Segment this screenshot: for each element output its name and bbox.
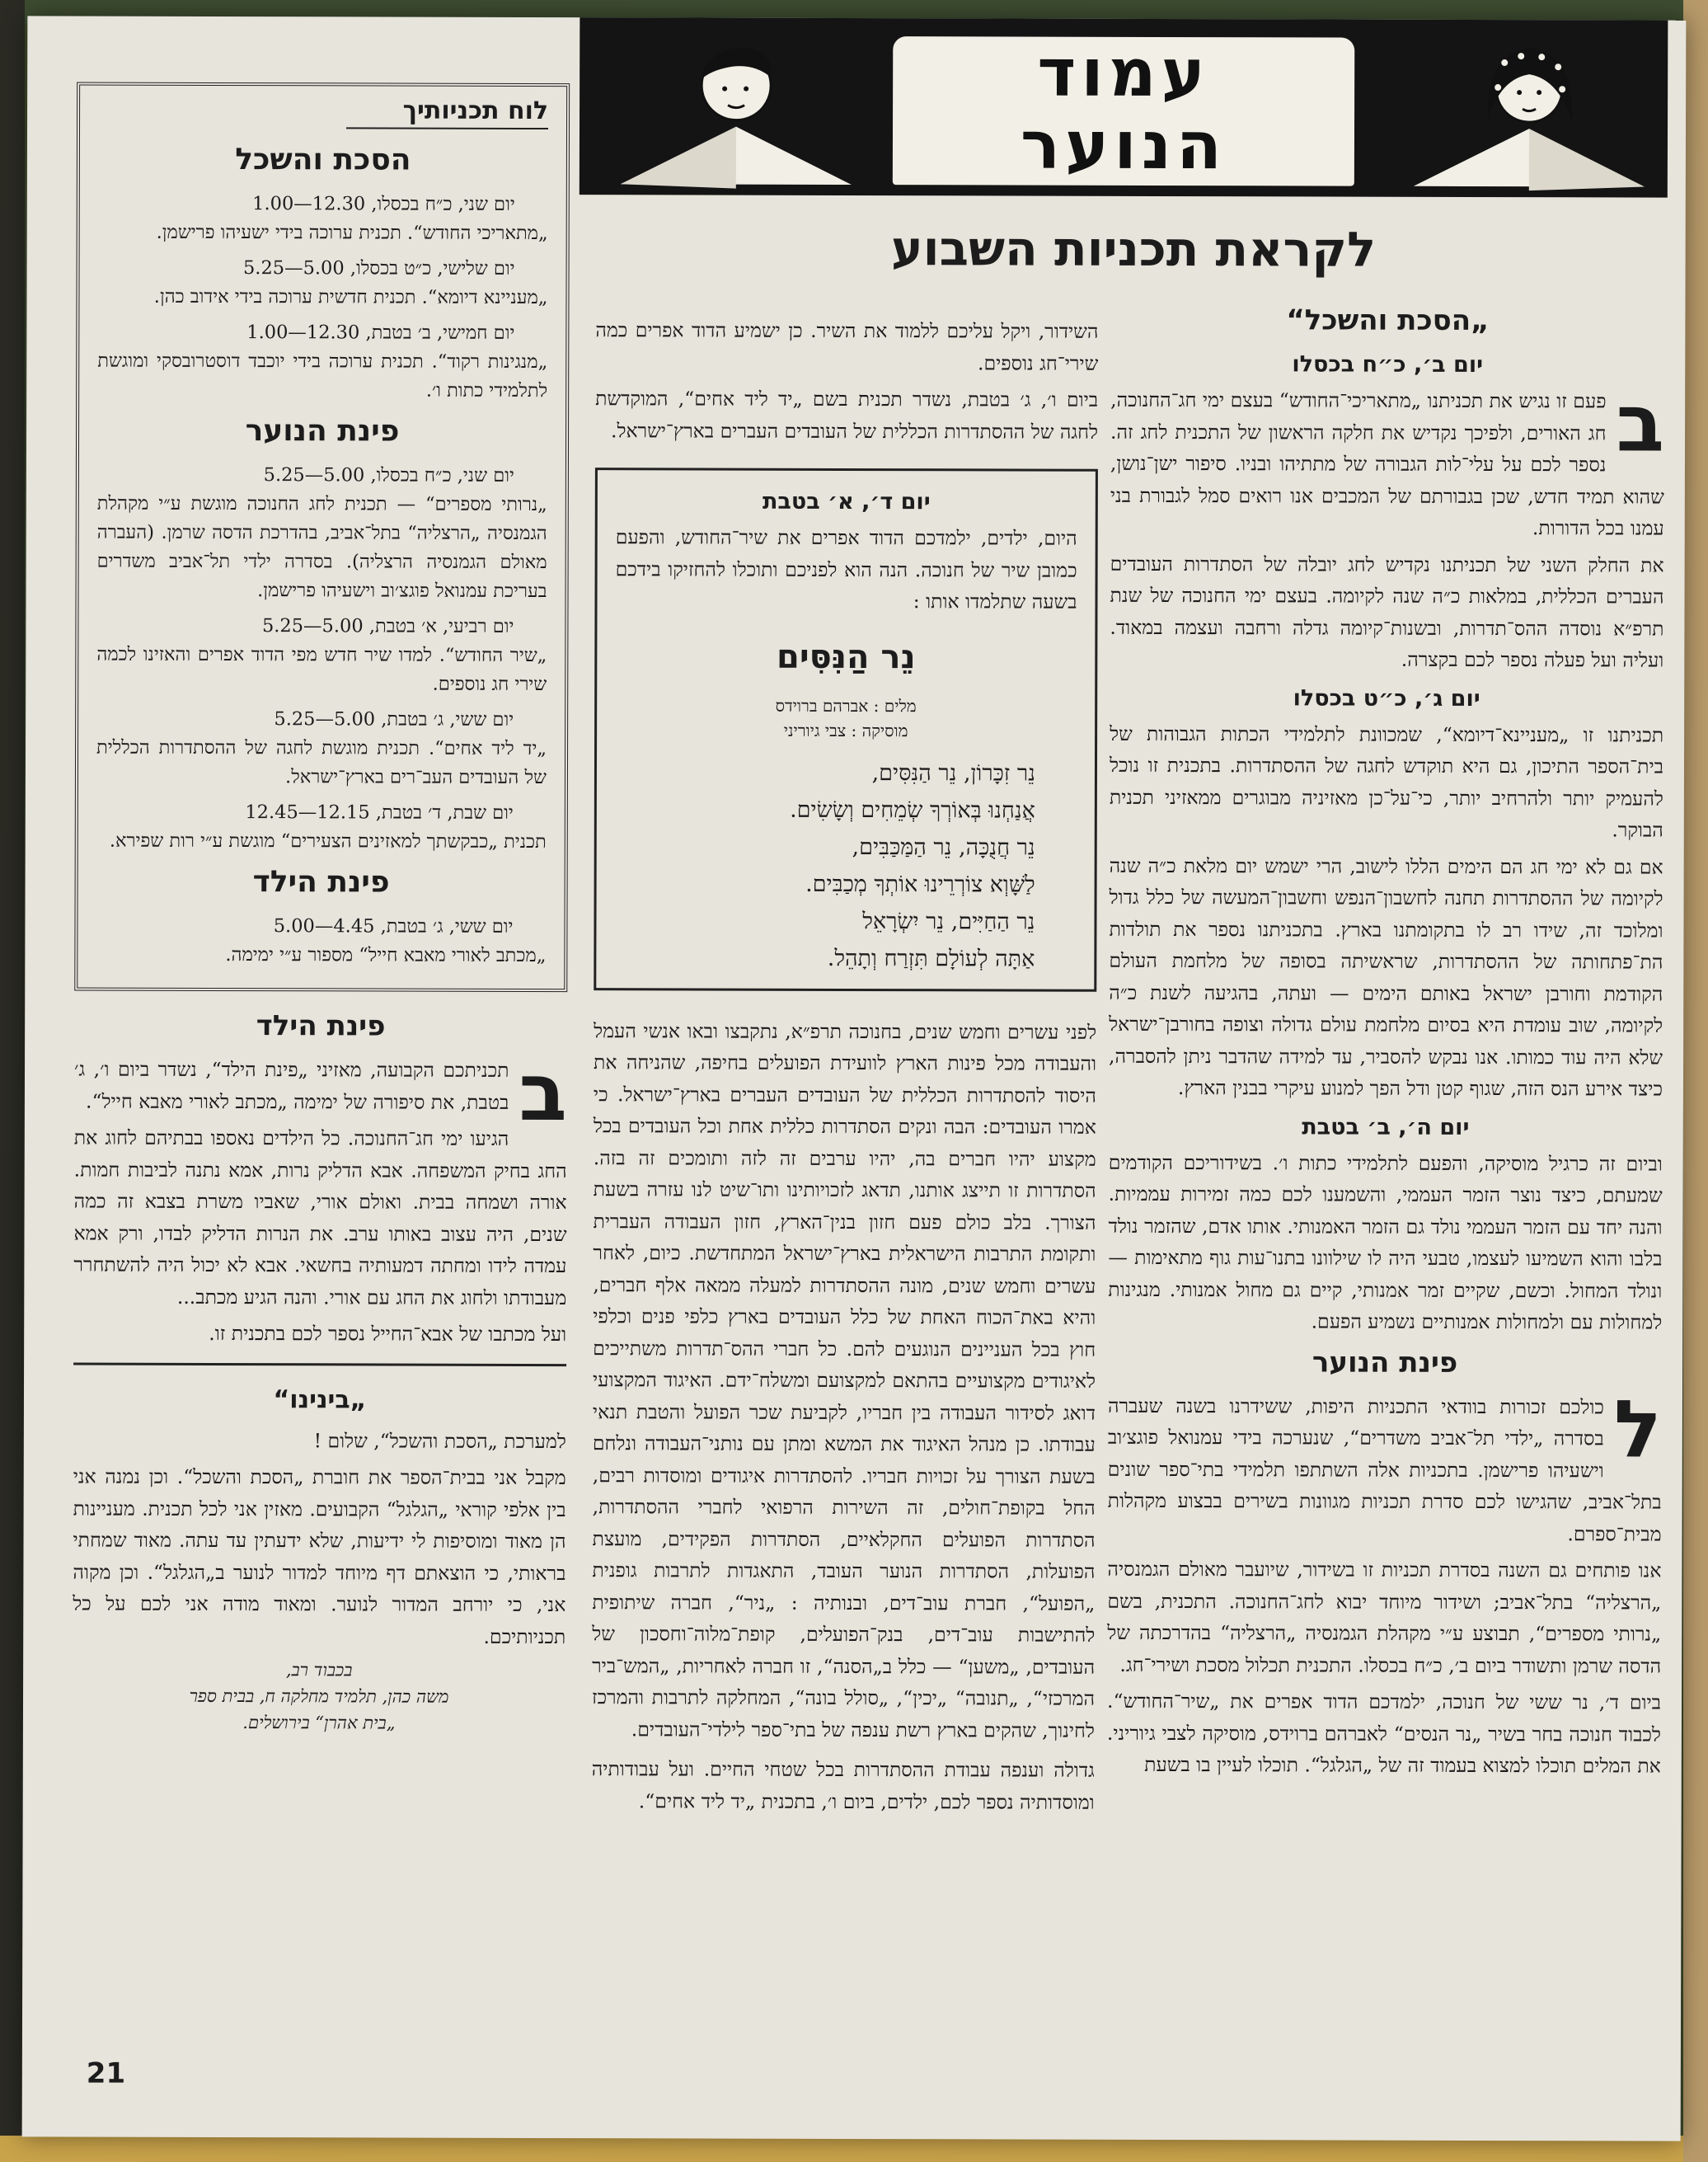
drop-cap: ב xyxy=(518,1046,568,1140)
paragraph: ל כולכם זכורות בוודאי התכניות היפות, ששידרנו בשנה שעברה בסדרה „ילדי תל־אביב משדרים“, שנערכה בידי עמנואל פוגצ׳וב וישעיהו פרישמן. בתכניות אלה השתתפו תלמידי בתי־ספר שונים בתל־אביב, שהגישו לכם סדרת תכניות מגוונות בשירים בבצוע מקהלות מבית־ספרם. xyxy=(1107,1382,1663,1546)
paragraph: וביום זה כרגיל מוסיקה, והפעם לתלמידי כתות ו׳. בשידוריכם הקודמים שמעתם, כיצד נוצר הזמר העממי, והשמענו לכם כמה זמירות עממיות. והנה יחד עם הזמר העממי נולד גם הזמר האמנותי. אותו אדם, שהזמר נולד בלבו והוא השמיעו לעצמו, טבעי היה לו שילוונו בתנו־עות גוף מתאימות — ונולד המחול. וכשם, שקיים זמר אמנותי, קיים גם מחול אמנותי. מנגינות למחולות עם ולמחולות אמנותיים נשמיע הפעם. xyxy=(1108,1150,1663,1334)
divider xyxy=(73,1362,566,1366)
drop-cap: ל xyxy=(1613,1382,1663,1476)
paragraph: היום, ילדים, ילמדכם הדוד אפרים את שיר־החודש, והפעם כמובן שיר של חנוכה. הנה הוא לפניכם ותוכלו להחזיקו בידכם בשעה שתלמדו אותו : xyxy=(615,525,1077,613)
day-heading: יום ב׳, כ״ח בכסלו xyxy=(1292,351,1484,378)
signature: בכבוד רב, xyxy=(285,1660,353,1680)
verse-line: לַשָּׁוְא צוֹרְרֵינוּ אוֹתְךָ מְכַבִּים. xyxy=(805,871,1035,898)
schedule-title: לוח תכניותיך xyxy=(346,94,548,129)
paragraph: תכניתנו זו „מעניינא־דיומא“, שמכוונת לתלמידי הכתות הגבוהות של בית־הספר התיכון, גם היא תוקדש לחגה של ההסתדרות. בתכנית זו נוכל להעמיק יותר ולהרחיב יותר, כי־על־כן מאזיניה מבוגרים ממאזיני תכנית הבוקר. xyxy=(1109,721,1664,842)
schedule-section-title: פינת הילד xyxy=(252,865,390,900)
verse-line: אֲנַחְנוּ בְּאוֹרְךָ שְׂמֵחִים וְשָׂשִׂים. xyxy=(790,797,1035,824)
paragraph: השידור, ויקל עליכם ללמוד את השיר. כן ישמיע הדוד אפרים כמה שירי־חג נוספים. xyxy=(595,318,1099,375)
verse-line: נֵר חֲנֻכָּה, נֵר הַמַּכַּבִּים, xyxy=(852,834,1035,861)
paragraph: את החלק השני של תכניתנו נקדיש לחג יובלה של הסתדרות העובדים העברים הכללית, במלאות כ״ה שנה לקיומה. בעצם ימי החנוכה של שנת תרפ״א נוסדה ההס־תדרות, ובשנות־קיומה גדלה ורחבה ועצמה במאוד. ועליה ועל פעלה נספר לכם בקצרה. xyxy=(1110,552,1664,672)
section-title-youth: פינת הנוער xyxy=(1312,1345,1458,1379)
girl-reading-illustration xyxy=(1405,30,1654,195)
schedule-item: יום שני, כ״ח בכסלו, 5.00—5.25 „נרותי מספרים“ — תכנית לחג החנוכה מוגשת ע״י מקהלת הגמנסיה „הרצליה“ בתל־אביב, בהדרכת הדסה שרמן. (העברה מאולם הגמנסיה הרצליה). בסדרה ילדי תל־אביב משדרים בעריכת עמנואל פוגצ׳וב וישעיהו פרישמן. xyxy=(96,464,547,603)
schedule-item: יום חמישי, ב׳ בטבת, 12.30—1.00 „מנגינות רקוד“. תכנית ערוכה בידי יוכבד דוסטרובסקי ומוגשת לתלמידי כתות ו׳. xyxy=(97,322,548,402)
paragraph: ועל מכתבו של אבא־החייל נספר לכם בתכנית זו. xyxy=(209,1321,567,1347)
paragraph: ב תכניתכם הקבועה, מאזיני „פינת הילד“, נשדר ביום ו׳, ג׳ בטבת, את סיפורה של ימימה „מכתב לאורי מאבא חייל“. xyxy=(73,1046,568,1140)
day-heading: יום ה׳, ב׳ בטבת xyxy=(1302,1113,1470,1140)
schedule-item: יום שלישי, כ״ט בכסלו, 5.00—5.25 „מעניינא דיומא“. תכנית חדשית ערוכה בידי אידוב כהן. xyxy=(153,257,548,309)
paragraph: ביום ד׳, נר ששי של חנוכה, ילמדכם הדוד אפרים את „שיר־החודש“. לכבוד חנוכה בחר בשיר „נר הנסים“ לאברהם ברוידס, מוסיקה לצבי גיוריני. את המלים תוכלו למצוא בעמוד זה של „הגלגל“. תוכלו לעיין בו בשעת xyxy=(1106,1689,1662,1778)
magazine-page xyxy=(22,16,1687,2141)
schedule-item: יום שבת, ד׳ בטבת, 12.15—12.45 תכנית „כבקשתך למאזינים הצעירים“ מוגשת ע״י רות שפירא. xyxy=(109,801,547,853)
paragraph: גדולה וענפה עבודת ההסתדרות בכל שטחי החיים. ועל עבודותיה ומוסדותיה נספר לכם, ילדים, ביום ו׳, בתכנית „יד ליד אחים“. xyxy=(591,1757,1095,1814)
section-title-child: פינת הילד xyxy=(256,1009,386,1043)
schedule-section-title: פינת הנוער xyxy=(245,414,400,449)
page-number: 21 xyxy=(86,2056,126,2090)
paragraph: ביום ו׳, ג׳ בטבת, נשדר תכנית בשם „יד ליד אחים“, המוקדשת לחגה של ההסתדרות הכללית של העובדים העברים בארץ־ישראל. xyxy=(595,387,1099,444)
song-credit-words: מלים : אברהם ברוידס xyxy=(775,695,917,716)
paragraph: אנו פותחים גם השנה בסדרת תכניות זו בשידור, שיועבר מאולם הגמנסיה „הרצליה“ בתל־אביב; ושידור מיוחד יבוא לחג־החנוכה. התכנית, בשם „נרותי מספרים“, תבוצע ע״י מקהלת הגמנסיה „הרצליה“ בהדרכתה של הדסה שרמן ותשודר ביום ב׳, כ״ח בכסלו. התכנית תכלול מסכת ושירי־חג. xyxy=(1107,1557,1662,1678)
column-middle xyxy=(592,314,1099,1823)
schedule-box xyxy=(74,82,570,993)
column-right xyxy=(1107,295,1665,1787)
schedule-item: יום שני, כ״ח בכסלו, 12.30—1.00 „מתאריכי החודש“. תכנית ערוכה בידי ישעיהו פרישמן. xyxy=(156,193,548,245)
paragraph: מקבל אני בבית־הספר את חוברת „הסכת והשכל“. וכן נמנה אני בין אלפי קוראי „הגלגל“ הקבועים. מאזין אני לכל תכנית. מעניינות הן מאוד ומוסיפות לי ידיעות, שלא ידעתין עד עתה. מאוד שמחתי בראותי, כי הוצאתם דף מיוחד למדור לנוער ב„הגלגל“. וכן מקוה אני, כי יורחב המדור לנוער. ומאוד מודה אני לכם על כל תכניותיכם. xyxy=(73,1464,566,1648)
signature: „בית אהרן“ בירושלים. xyxy=(242,1713,396,1733)
drop-cap: ב xyxy=(1616,377,1665,470)
paragraph: הגיעו ימי חג־החנוכה. כל הילדים נאספו בבתיהם לחוג את החג בחיק המשפחה. אבא הדליק נרות, אמא נתנה לביבות חמות. אורה ושמחה בבית. ואולם אורי, שאביו משרת בצבא זה כמה שנים, היה עצוב באותו ערב. את הנרות הדליק לבדו, ורק אמא עמדה לידו ומחתה דמעותיה בחשאי. אבא לא יכול היה להשתחרר מעבודתו ולחוג את החג עם אורי. והנה הגיע מכתב... xyxy=(73,1126,567,1309)
column-left xyxy=(73,82,570,1737)
song-credit-music: מוסיקה : צבי גיוריני xyxy=(783,720,908,740)
section-banner xyxy=(580,17,1668,197)
schedule-item: יום רביעי, א׳ בטבת, 5.00—5.25 „שיר החודש“. למדו שיר חדש מפי הדוד אפרים והאזינו לכמה שירי חג נוספים. xyxy=(96,615,547,696)
boy-reading-illustration xyxy=(612,27,861,193)
paragraph: למערכת „הסכת והשכל“, שלום ! xyxy=(313,1428,566,1453)
paragraph: אם גם לא ימי חג הם הימים הללו לישוב, הרי ישמש יום מלאת כ״ה שנה לקיומה של ההסתדרות תחנה לחשבון־הנפש וחשבון־המעשה של כלל גדול ומלוכד זה, שידו רב לו בתקומתנו בארץ. בתכניתנו נספר את תולדות הת־פתחותה של ההסתדרות, שראשיתה בסופה של מלחמת העולם הקודמת וחורבן ישראל באותם הימים — ועתה, בהגיעה לשנת כ״ה לקיומה, שוב עומדת היא בסיום מלחמת עולם גדולה וצופה בחורבן־ישראל שלא היה עוד כמותו. אנו נבקש להסביר, עד למידה שהדבר ניתן להסברה, כיצד אירע הנס הזה, שגוף קטן ודל הפך למנוע עיקרי בבנין הארץ. xyxy=(1109,853,1663,1101)
paragraph: ב פעם זו נגיש את תכניתנו „מתאריכי־החודש“ בעצם ימי חג־החנוכה, חג האורים, ולפיכך נקדיש את חלקה הראשון של התכנית לחג זה. נספר לכם על עלי־לות הגבורה של מתתיהו ובניו. סיפור ישן־נושן, שהוא תמיד חדש, שכן בגבורתם של המכבים אנו רואים סמל לגבורת בני עמנו בכל הדורות. xyxy=(1110,377,1665,540)
section-title-haskat: „הסכת והשכל“ xyxy=(1286,303,1490,338)
backdrop-left xyxy=(0,0,25,2162)
banner-title-line1: עמוד xyxy=(1037,34,1211,112)
day-heading: יום ג׳, כ״ט בכסלו xyxy=(1293,684,1480,712)
signature: משה כהן, תלמיד מחלקה ח, בבית ספר xyxy=(189,1685,449,1707)
day-heading: יום ד׳, א׳ בטבת xyxy=(762,488,931,515)
song-title: נֵר הַנִּסִּים xyxy=(776,637,916,676)
song-box xyxy=(594,468,1098,991)
backdrop-right xyxy=(1683,0,1708,2162)
schedule-section-title: הסכת והשכל xyxy=(235,143,411,177)
banner-title-line2: הנוער xyxy=(1020,106,1227,185)
schedule-item: יום ששי, ג׳ בטבת, 5.00—5.25 „יד ליד אחים“. תכנית מוגשת לחגה של ההסתדרות הכללית של העובדים העב־רים בארץ־ישראל. xyxy=(96,708,547,789)
page-heading: לקראת תכניות השבוע xyxy=(891,220,1377,278)
paragraph: לפני עשרים וחמש שנים, בחנוכה תרפ״א, נתקבצו ובאו אנשי העמל והעבודה מכל פינות הארץ לוועידת הפועלים בחיפה, שהניחה את היסוד להסתדרות הכללית של העובדים העברים בארץ־ישראל. כי אמרו העובדים: הבה ונקים הסתדרות כללית אחת וכל העובדים בכל מקצוע יהיו חברים בה, יהיו ערבים זה לזה ותומכים זה בזה. הסתדרות זו תייצג אותנו, תדאג לזכויותינו ותו־שיט לנו עזרה בשעת הצורך. בלב כולם פעם חזון בנין־הארץ, חזון העבודה העברית ותקומת התרבות הישראלית בארץ־ישראל המתחדשת. כיום, לאחר עשרים וחמש שנים, מונה ההסתדרות למעלה ממאה אלף חברים, והיא באת־הכוח האחת של כלל העובדים בארץ כלפי פנים וכלפי חוץ בכל העניינים הנוגעים להם. כל חברי ההס־תדרות משתייכים לאיגודים מקצועיים בהתאם למקצועם ומשלח־ידם. האיגוד המקצועי דואג לסידור העבודה בין חבריו, לקביעת שכר הפועל והטבת תנאי עבודתו. כן מנהל האיגוד את המשא ומתן עם נותני־העבודה ונלחם בשעת הצורך על זכויות חבריו. להסתדרות איגודים ומוסדות רבים, החל בקופת־חולים, זה השירות הרפואי לחברי ההסתדרות, הסתדרות הפועלים החקלאיים, הסתדרות הפקידים, מועצת הפועלות, הסתדרות הנוער העובד, התאגדות לתרבות גופנית „הפועל“, חברת עוב־דים, ובנותיה : „ניר“, חברה שיתופית להתישבות עוב־דים, בנק־הפועלים, קופת־מלוה־וחסכון של העובדים, „משען“ — כלל ב„הסנה“, זו חברה לאחריות, „המש־ביר המרכזי“, „תנובה“ „יכין“, „סולל בונה“, המחלקה לתרבות והמרכז לחינוך, שהקים בארץ רשת ענפה של בתי־ספר לילדי־העובדים. xyxy=(591,1018,1097,1742)
verse-line: נֵר זִכָּרוֹן, נֵר הַנִּסִּים, xyxy=(871,759,1036,787)
verse-line: אַתָּה לְעוֹלָם תִּזְרַח וְתָהֵל. xyxy=(827,945,1035,972)
letter-title: „בינינו“ xyxy=(273,1384,367,1414)
banner-title xyxy=(893,36,1354,186)
song-verses xyxy=(614,754,1077,977)
schedule-item: יום ששי, ג׳ בטבת, 4.45—5.00 „מכתב לאורי מאבא חייל“ מספור ע״י ימימה. xyxy=(225,915,547,967)
verse-line: נֵר הַחַיִּים, נֵר יִשְׂרָאֵל xyxy=(862,908,1035,935)
